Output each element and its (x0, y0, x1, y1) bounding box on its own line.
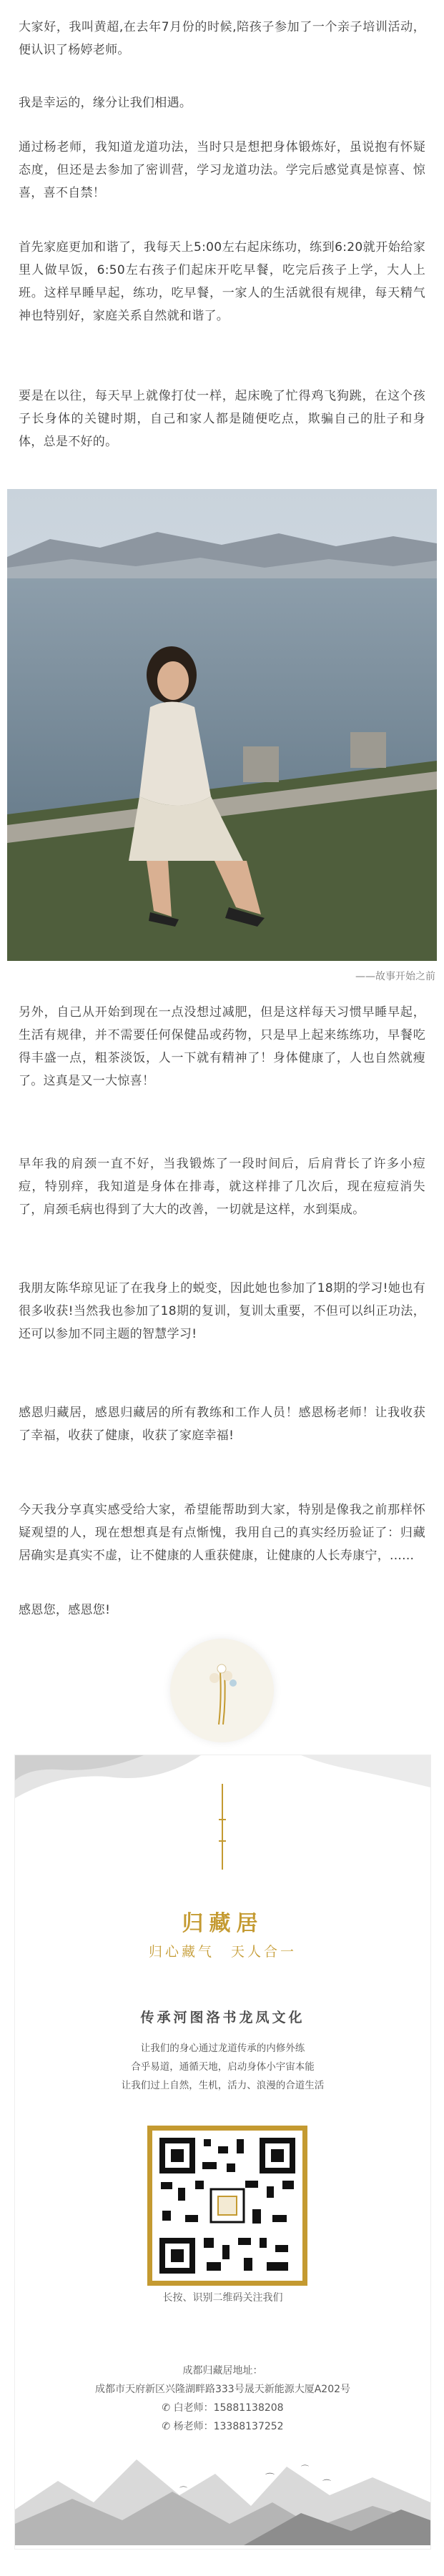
phone-bai-text: 白老师：15881138208 (173, 2402, 284, 2414)
bird-icon: ⌒ (322, 2479, 332, 2489)
bird-icon: ⌒ (179, 2486, 187, 2495)
flower-ornament (170, 1639, 274, 1742)
qr-code-icon (152, 2131, 302, 2281)
paragraph-learning: 通过杨老师，我知道龙道功法，当时只是想把身体锻炼好，虽说抱有怀疑态度，但还是去参加了密训营，学习龙道功法。学完后感觉真是惊喜、惊喜，喜不自禁！ (19, 140, 425, 200)
paragraph-shoulder: 早年我的肩颈一直不好，当我锻炼了一段时间后，后肩背长了许多小痘痘，特别痒，我知道是身体在排毒，就这样排了几次后，现在痘痘消失了，肩颈毛病也得到了大大的改善，一切就是这样，水到渠成。 (19, 1157, 425, 1217)
ink-decoration (15, 1755, 430, 1898)
paragraph-weight: 另外，自己从开始到现在一点没想过减肥，但是这样每天习惯早睡早起，生活有规律，并不需要任何保健品或药物，只是早上起来练练功，早餐吃得丰盛一点，粗茶淡饭，人一下就有精神了！身体健康了，人也自然就瘦了。这真是又一大惊喜！ (19, 1005, 425, 1088)
paragraph-family: 首先家庭更加和谐了，我每天上5:00左右起床练功，练到6:20就开始给家里人做早饭，6:50左右孩子们起床开吃早餐，吃完后孩子上学，大人上班。这样早睡早起，练功，吃早餐，一家人的生活就很有规律，每天精气神也特别好，家庭关系自然就和谐了。 (19, 240, 425, 323)
qr-caption: 长按、识别二维码关注我们 (162, 2292, 283, 2304)
phone-icon: ✆ (162, 2402, 174, 2414)
paragraph-gratitude: 感恩归藏居，感恩归藏居的所有教练和工作人员！感恩杨老师！让我收获了幸福，收获了健康，收获了家庭幸福! (19, 1406, 425, 1443)
address-text: 成都市天府新区兴隆湖畔路333号晟天新能源大厦A202号 (94, 2384, 351, 2395)
brand-slogan: 归心藏气 天人合一 (148, 1944, 297, 1960)
brand-name: 归藏居 (182, 1911, 264, 1936)
culture-line: 让我们过上自然，生机，活力、浪漫的合道生活 (121, 2080, 325, 2091)
qr-code[interactable] (147, 2126, 307, 2286)
culture-line: 合乎易道，通循天地，启动身体小宇宙本能 (131, 2061, 315, 2073)
flower-icon (170, 1639, 274, 1742)
mountain-landscape (15, 2431, 430, 2545)
bird-icon: ⌒ (301, 2464, 309, 2474)
lakeside-photo (7, 489, 437, 961)
culture-title: 传承河图洛书龙凤文化 (140, 2010, 305, 2025)
phone-icon: ✆ (162, 2421, 174, 2432)
paragraph-thanks: 感恩您，感恩您! (19, 1603, 111, 1617)
paragraph-luck: 我是幸运的，缘分让我们相遇。 (19, 96, 192, 110)
brand-footer-card (14, 1755, 431, 2550)
paragraph-before: 要是在以往，每天早上就像打仗一样，起床晚了忙得鸡飞狗跳，在这个孩子长身体的关键时期，自己和家人都是随便吃点，欺骗自己的肚子和身体，总是不好的。 (19, 389, 425, 449)
photo-caption: ——故事开始之前 (355, 971, 435, 982)
paragraph-intro: 大家好，我叫黄超,在去年7月份的时候,陪孩子参加了一个亲子培训活动，便认识了杨婷老师。 (19, 20, 425, 57)
paragraph-friend: 我朋友陈华琼见证了在我身上的蜕变，因此她也参加了18期的学习!她也有很多收获!当然我也参加了18期的复训，复训太重要，不但可以纠正功法，还可以参加不同主题的智慧学习! (19, 1281, 425, 1341)
bird-icon: ⌒ (265, 2473, 275, 2484)
contact-title: 成都归藏居地址： (182, 2365, 263, 2377)
paragraph-share: 今天我分享真实感受给大家，希望能帮助到大家，特别是像我之前那样怀疑观望的人，现在想想真是有点惭愧，我用自己的真实经历验证了：归藏居确实是真实不虚，让不健康的人重获健康，让健康的人长寿康宁，...... (19, 1503, 425, 1563)
phone-yang-text: 杨老师：13388137252 (173, 2421, 284, 2432)
culture-line: 让我们的身心通过龙道传承的内修外练 (140, 2043, 305, 2054)
phone-bai[interactable] (15, 2400, 430, 2414)
